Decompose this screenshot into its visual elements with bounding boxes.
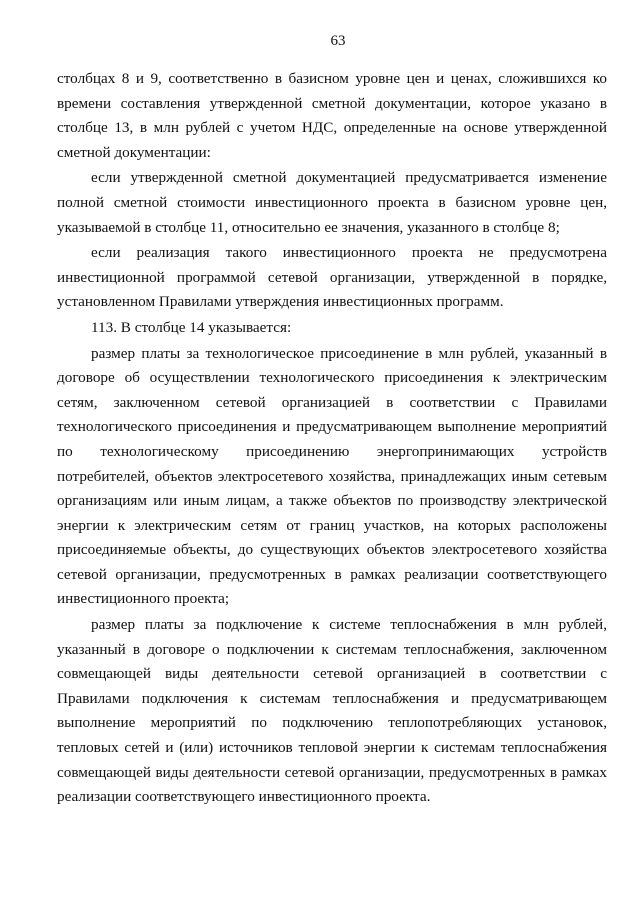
paragraph-1: столбцах 8 и 9, соответственно в базисном уровне цен и ценах, сложившихся ко времени составления утвержденной сметной документации, которое указано в столбце 13, в млн рублей с учетом НДС, определенные на основе утвержденной сметной документации: bbox=[57, 70, 607, 161]
page-number: 63 bbox=[330, 33, 346, 49]
paragraph-6: размер платы за подключение к системе теплоснабжения в млн рублей, указанный в договоре о подключении к системам теплоснабжения, заключенном совмещающей виды деятельности сетевой организацией в соответствии с Правилами подключения к системам теплоснабжения и предусматривающем выполнение мероприятий по подключению теплопотребляющих установок, тепловых сетей и (или) источников тепловой энергии к системам теплоснабжения совмещающей виды деятельности сетевой организации, предусмотренных в рамках реализации соответствующего инвестиционного проекта. bbox=[57, 616, 607, 806]
paragraph-2: если утвержденной сметной документацией предусматривается изменение полной сметной стоимости инвестиционного проекта в базисном уровне цен, указываемой в столбце 11, относительно ее значения, указанного в столбце 8; bbox=[57, 169, 607, 236]
paragraph-3: если реализация такого инвестиционного проекта не предусмотрена инвестиционной программой сетевой организации, утвержденной в порядке, установленном Правилами утверждения инвестиционных программ. bbox=[57, 244, 607, 311]
paragraph-5: размер платы за технологическое присоединение в млн рублей, указанный в договоре об осуществлении технологического присоединения к электрическим сетям, заключенном сетевой организацией в соответствии с Правилами технологического присоединения и предусматривающем выполнение мероприятий по технологическому присоединению энергопринимающих устройств потребителей, объектов электросетевого хозяйства, принадлежащих иным сетевым организациям или иным лицам, а также объектов по производству электрической энергии к электрическим сетям от границ участков, на которых расположены присоединяемые объекты, до существующих объектов электросетевого хозяйства сетевой организации, предусмотренных в рамках реализации соответствующего инвестиционного проекта; bbox=[57, 344, 607, 608]
paragraph-4: 113. В столбце 14 указывается: bbox=[91, 318, 292, 336]
